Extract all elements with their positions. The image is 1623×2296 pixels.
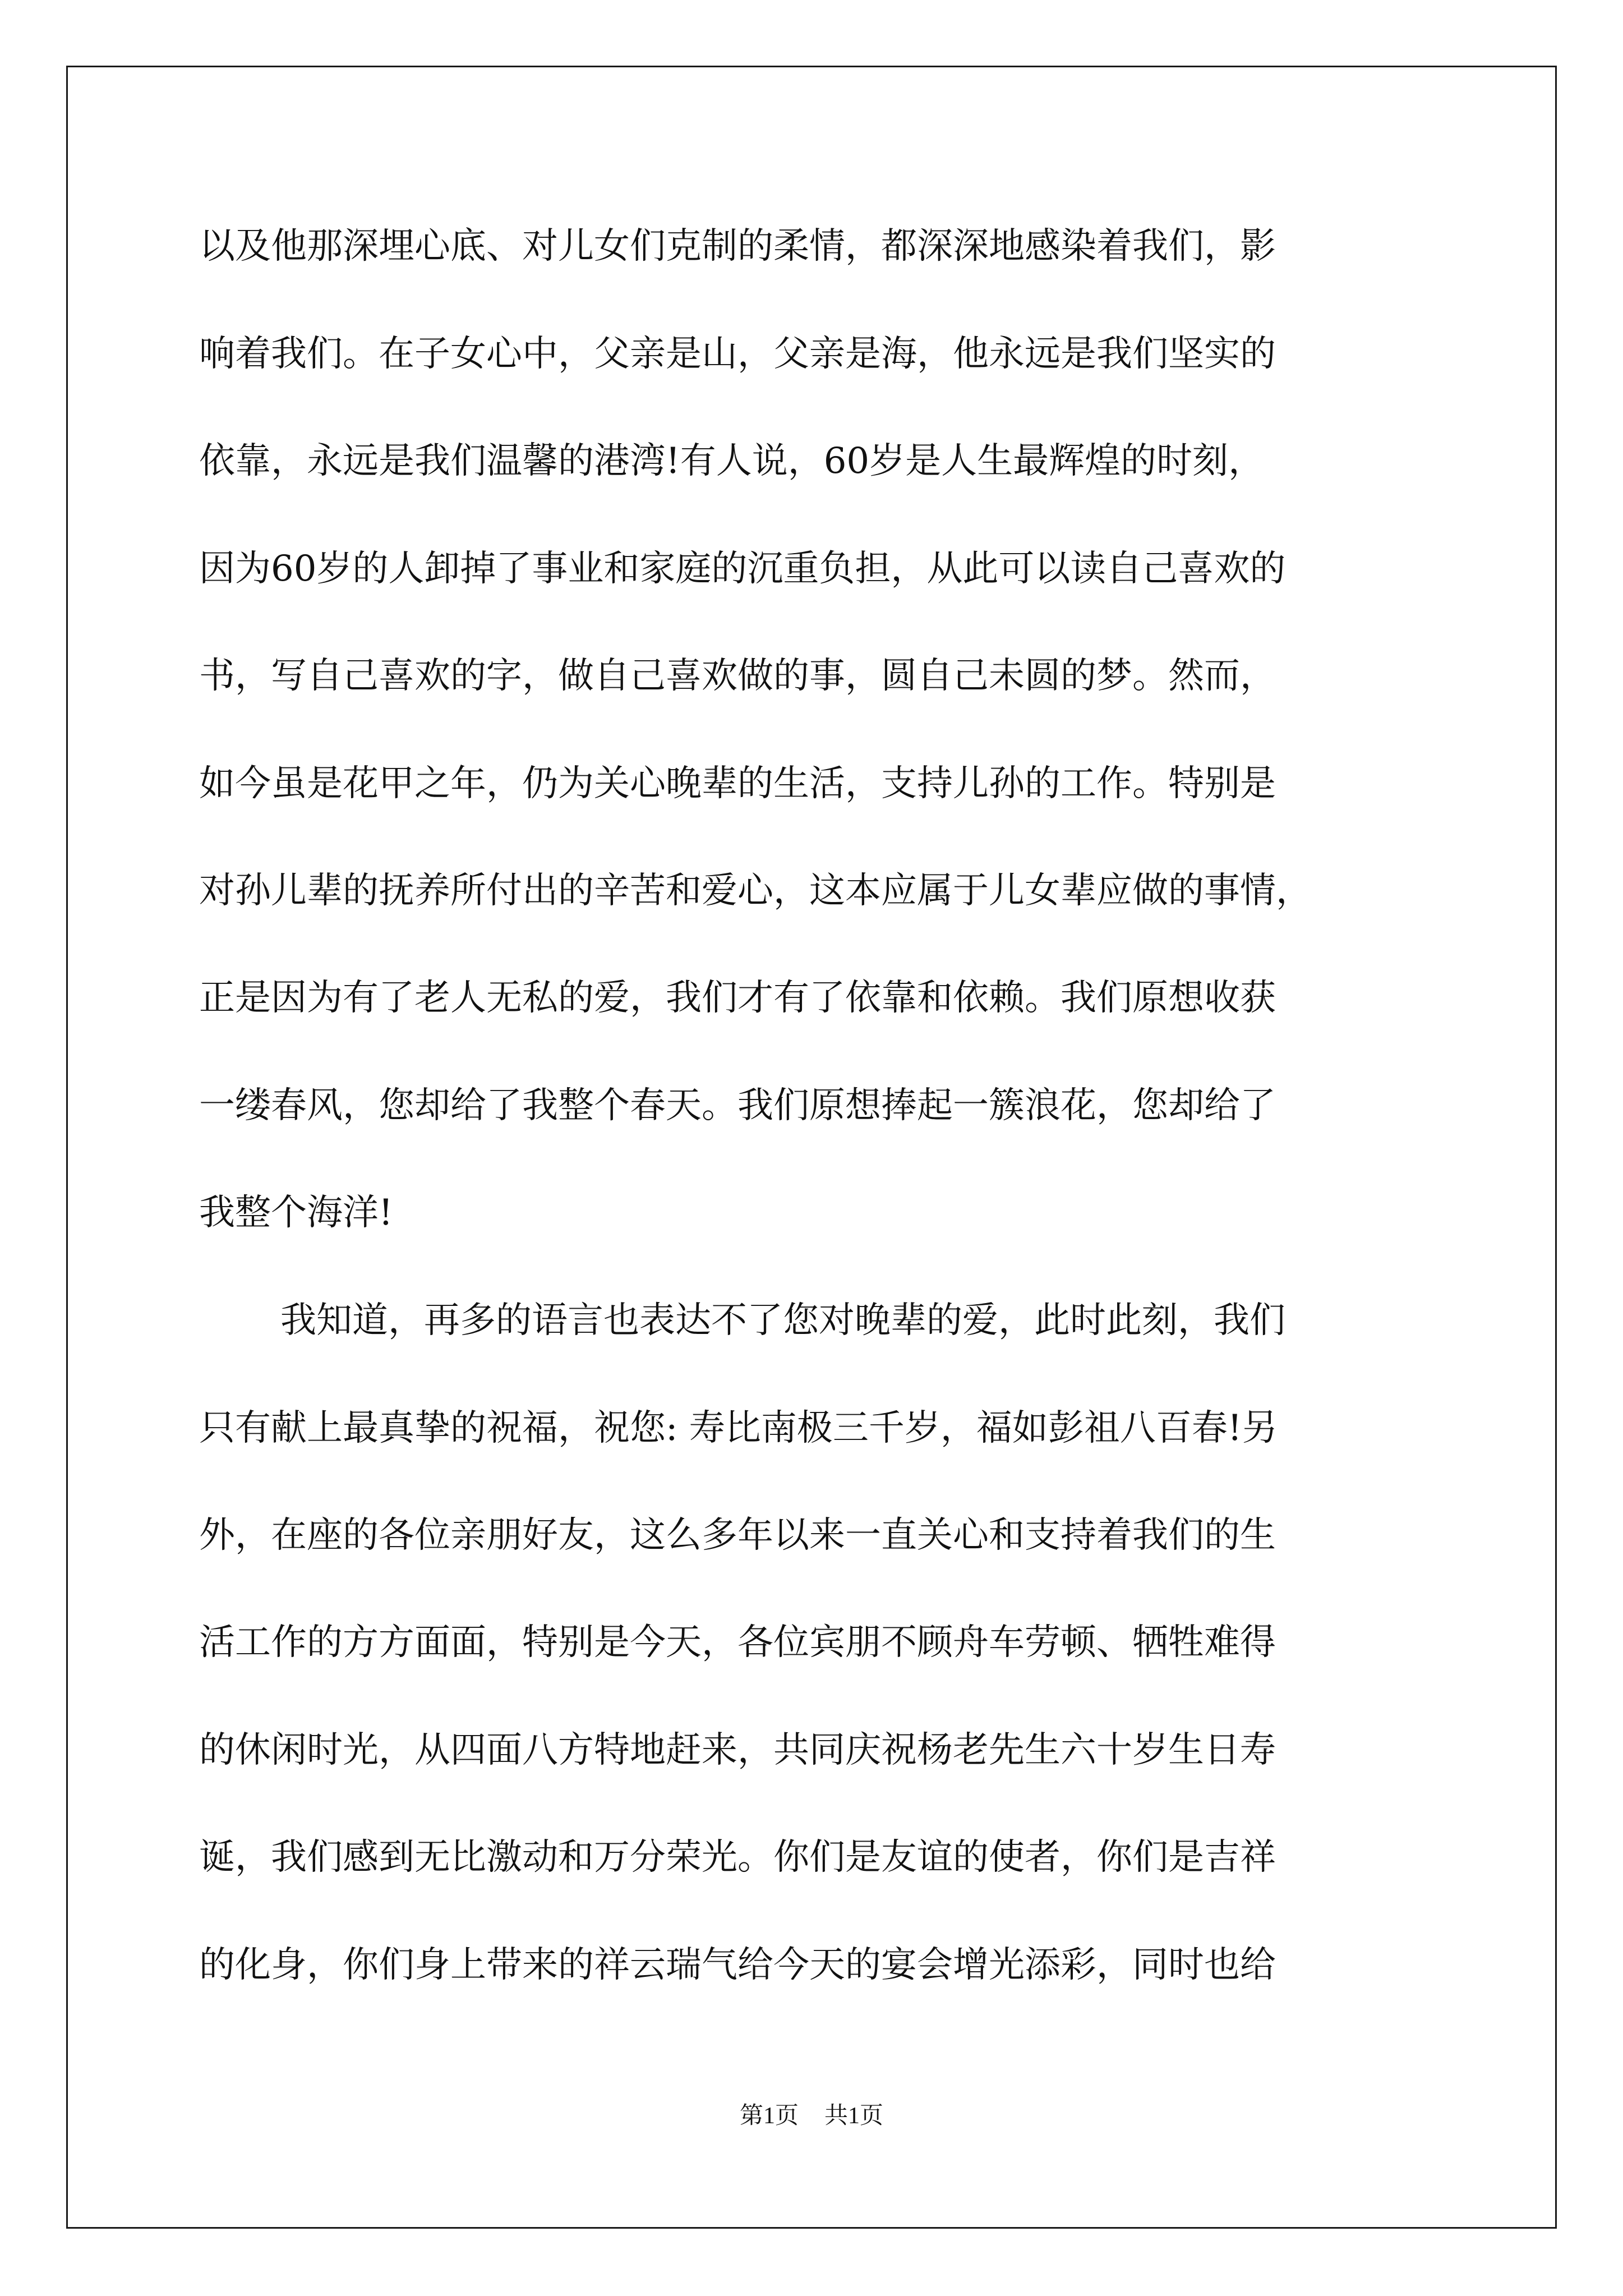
text-line: 因为60岁的人卸掉了事业和家庭的沉重负担，从此可以读自己喜欢的 <box>199 548 1286 590</box>
text-line: 只有献上最真挚的祝福，祝您: 寿比南极三千岁，福如彭祖八百春!另 <box>199 1407 1278 1449</box>
text-line: 正是因为有了老人无私的爱，我们才有了依靠和依赖。我们原想收获 <box>199 977 1276 1019</box>
text-line: 的休闲时光，从四面八方特地赶来，共同庆祝杨老先生六十岁生日寿 <box>199 1729 1276 1771</box>
text-line: 我整个海洋! <box>199 1192 393 1234</box>
text-line: 外，在座的各位亲朋好友，这么多年以来一直关心和支持着我们的生 <box>199 1515 1276 1556</box>
text-line: 诞，我们感到无比激动和万分荣光。你们是友谊的使者，你们是吉祥 <box>199 1837 1276 1878</box>
text-line: 活工作的方方面面，特别是今天，各位宾朋不顾舟车劳顿、牺牲难得 <box>199 1622 1276 1663</box>
page-total: 共1页 <box>824 2103 884 2129</box>
text-line: 对孙儿辈的抚养所付出的辛苦和爱心，这本应属于儿女辈应做的事情， <box>199 870 1312 912</box>
paragraph-first-line: 我知道，再多的语言也表达不了您对晚辈的爱，此时此刻，我们 <box>280 1300 1285 1341</box>
page-footer <box>0 2097 1623 2131</box>
text-line: 一缕春风，您却给了我整个春天。我们原想捧起一簇浪花，您却给了 <box>199 1085 1276 1126</box>
text-line: 的化身，你们身上带来的祥云瑞气给今天的宴会增光添彩，同时也给 <box>199 1944 1276 1986</box>
page-border <box>66 66 1557 2229</box>
text-line: 依靠，永远是我们温馨的港湾!有人说，60岁是人生最辉煌的时刻， <box>199 440 1265 482</box>
page-number: 第1页 <box>739 2103 799 2129</box>
text-line: 书，写自己喜欢的字，做自己喜欢做的事，圆自己未圆的梦。然而， <box>199 655 1276 697</box>
text-line: 响着我们。在子女心中，父亲是山，父亲是海，他永远是我们坚实的 <box>199 333 1276 375</box>
text-line: 如今虽是花甲之年，仍为关心晚辈的生活，支持儿孙的工作。特别是 <box>199 763 1276 804</box>
text-line: 以及他那深埋心底、对儿女们克制的柔情，都深深地感染着我们，影 <box>199 226 1276 267</box>
